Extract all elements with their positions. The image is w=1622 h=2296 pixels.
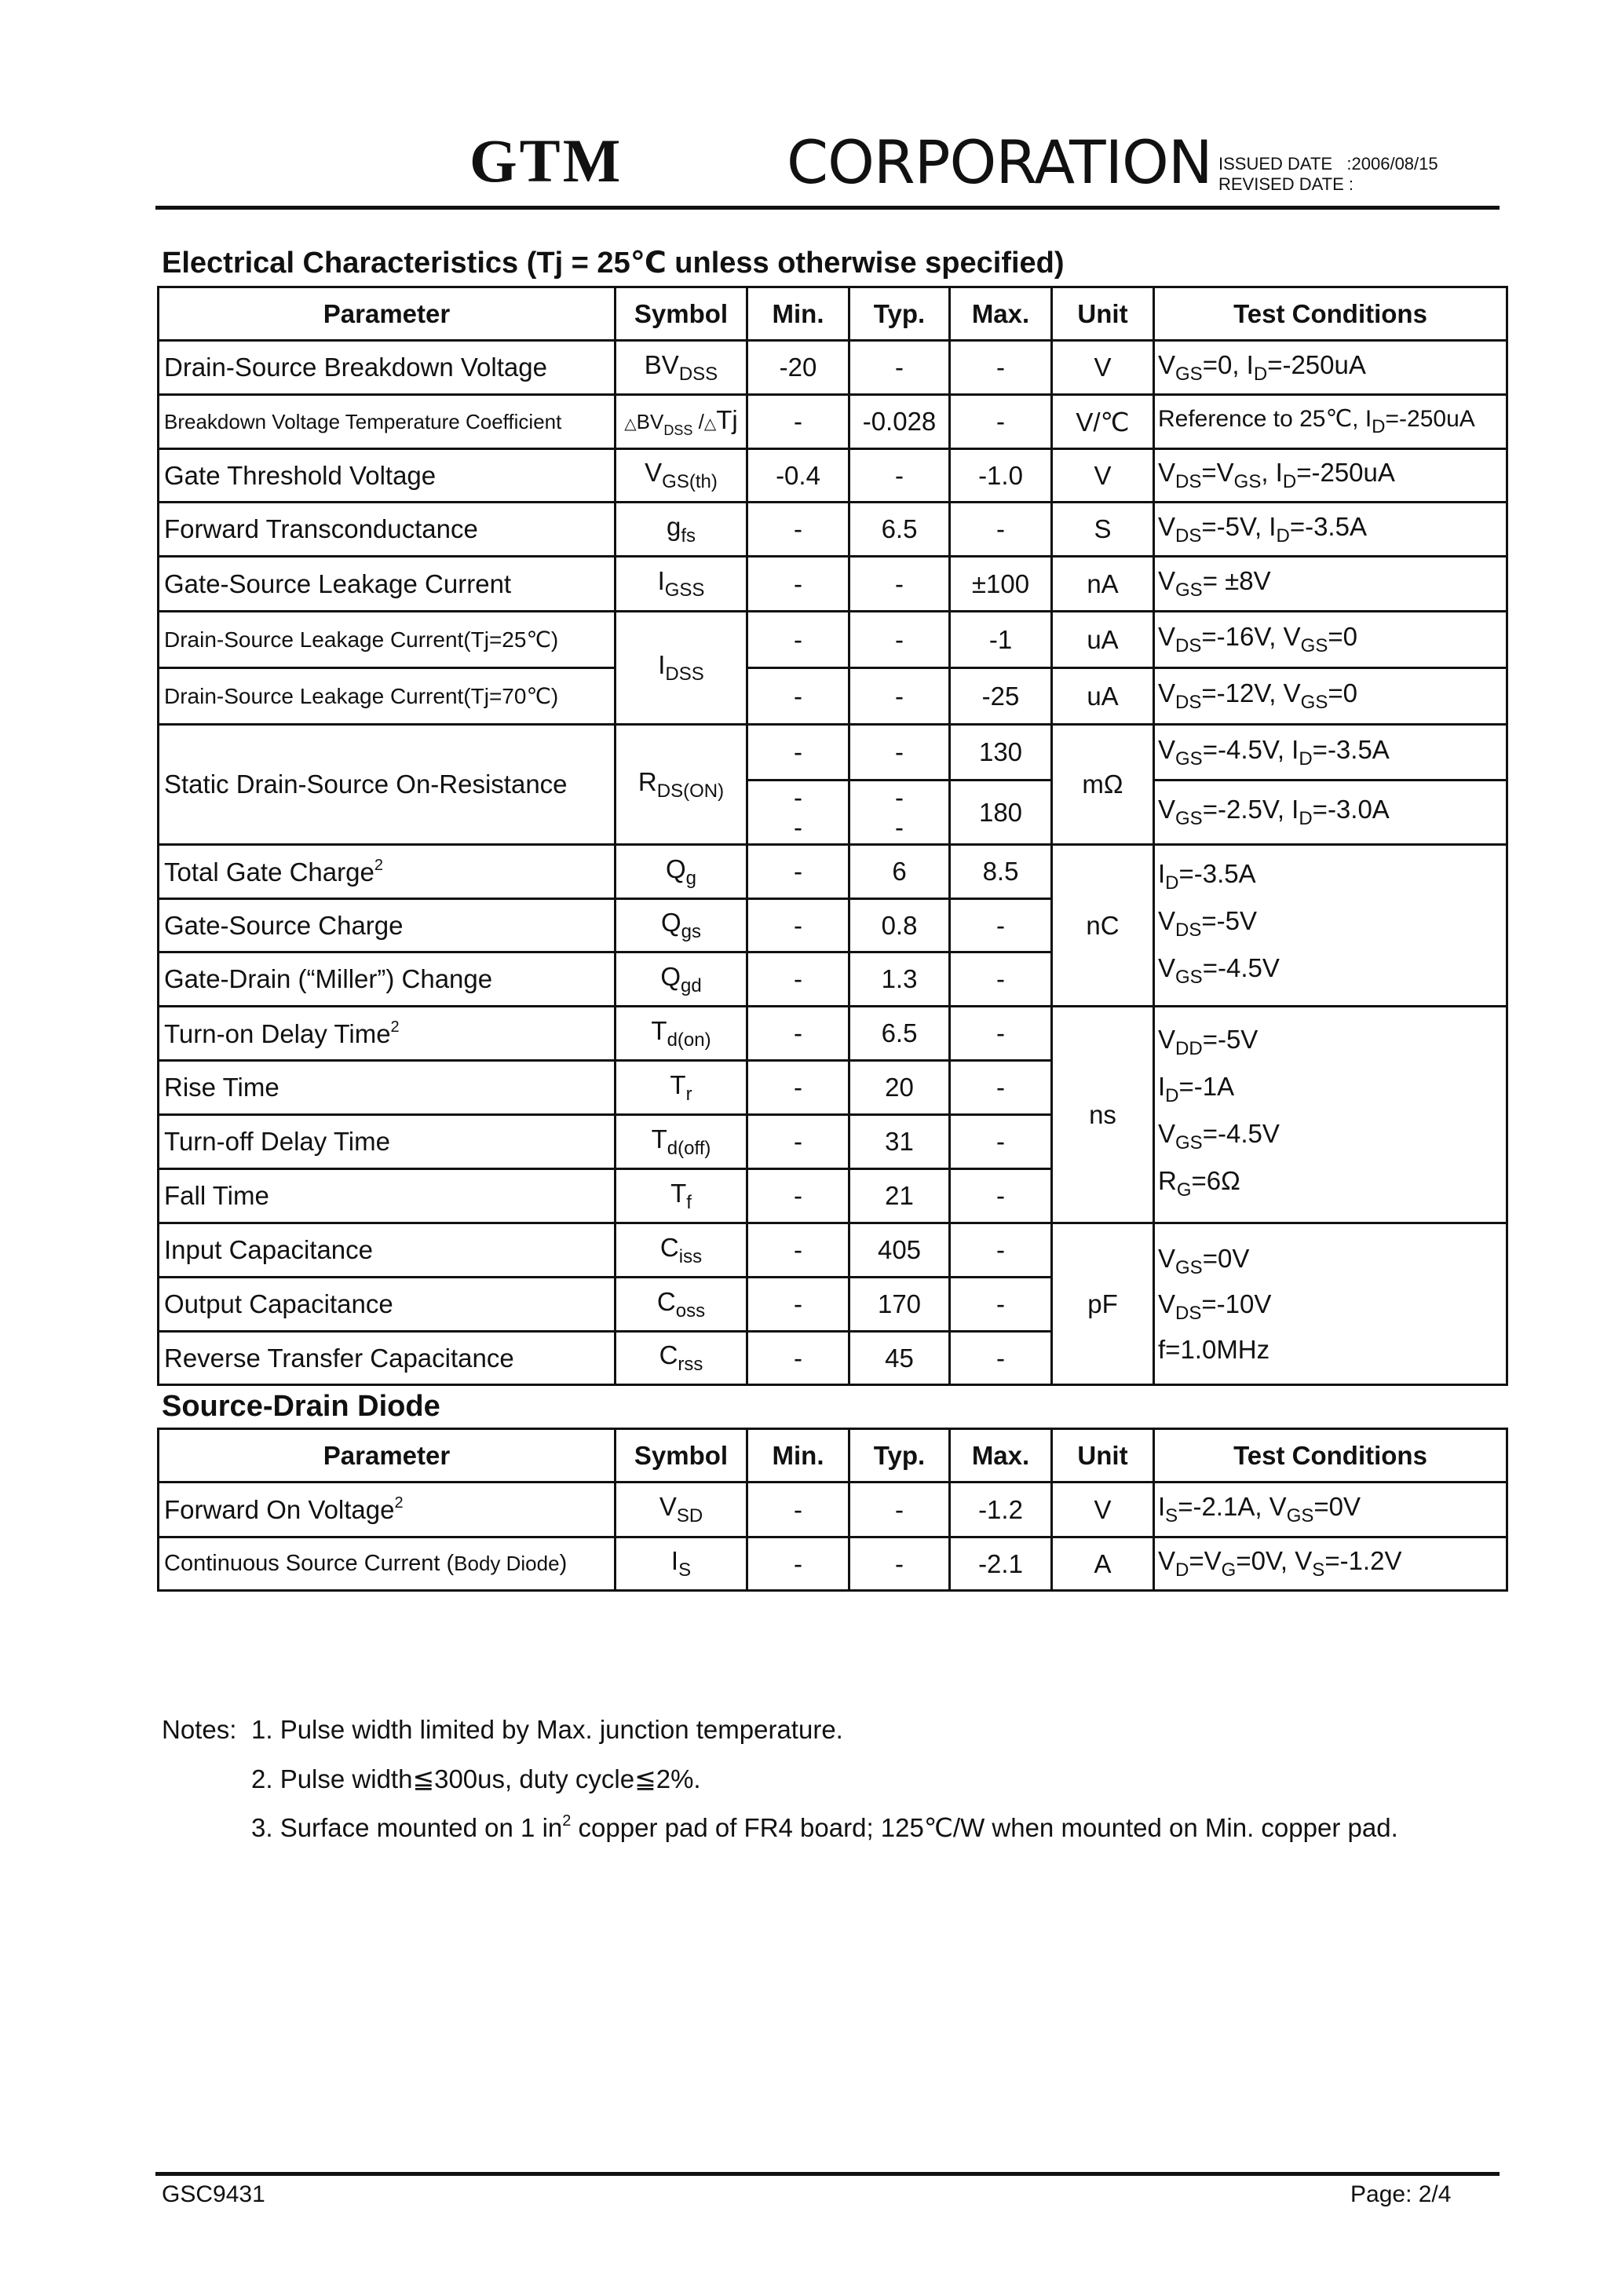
parameter-cell: Continuous Source Current (Body Diode) [159, 1537, 616, 1591]
min-cell: - [747, 395, 849, 449]
min-cell: - [747, 725, 849, 781]
min-cell: - - [747, 781, 849, 845]
unit-cell: V [1052, 341, 1154, 395]
table-row [159, 1223, 1507, 1278]
typ-cell: 0.8 [849, 899, 950, 952]
min-cell: - [747, 1483, 849, 1537]
symbol-cell: $Q_g$ [616, 845, 747, 899]
header-parameter: Parameter [159, 287, 616, 341]
parameter-cell: Output Capacitance [159, 1278, 616, 1332]
max-cell: - [950, 1223, 1052, 1278]
symbol-cell: $I_{GSS}$ [616, 557, 747, 612]
min-cell: - [747, 1278, 849, 1332]
min-cell: - [747, 612, 849, 668]
min-cell: - [747, 1223, 849, 1278]
min-cell: - [747, 1007, 849, 1061]
min-cell: - [747, 1115, 849, 1169]
max-cell: -1.2 [950, 1483, 1052, 1537]
unit-cell: ns [1052, 1007, 1154, 1223]
unit-cell: nA [1052, 557, 1154, 612]
max-cell: - [950, 1169, 1052, 1223]
parameter-cell: Drain-Source Leakage Current(Tj=70℃) [159, 668, 616, 725]
table-row [159, 668, 1507, 725]
typ-cell: - [849, 612, 950, 668]
unit-cell: uA [1052, 612, 1154, 668]
header-typ: Typ. [849, 1429, 950, 1483]
min-cell: - [747, 845, 849, 899]
conditions-cell: $V_D=V_G=0V$, $V_S=-1.2V$ [1154, 1537, 1507, 1591]
max-cell: 8.5 [950, 845, 1052, 899]
table-row [159, 1537, 1507, 1591]
document-number: GSC9431 [162, 2181, 265, 2207]
max-cell: - [950, 503, 1052, 557]
conditions-cell: $V_{DS}=-12V$, $V_{GS}=0$ [1154, 668, 1507, 725]
max-cell: -1.0 [950, 449, 1052, 503]
symbol-cell: $I_{DSS}$ [616, 612, 747, 725]
conditions-cell: $V_{DS}=-16V$, $V_{GS}=0$ [1154, 612, 1507, 668]
note-2: 2. Pulse width≦300us, duty cycle≦2%. [251, 1764, 701, 1793]
min-cell: -20 [747, 341, 849, 395]
table-row [159, 845, 1507, 899]
unit-cell: pF [1052, 1223, 1154, 1385]
parameter-cell: Gate Threshold Voltage [159, 449, 616, 503]
parameter-cell: Breakdown Voltage Temperature Coefficient [159, 395, 616, 449]
parameter-cell: Total Gate Charge$^2$ [159, 845, 616, 899]
header-symbol: Symbol [616, 287, 747, 341]
note-1: 1. Pulse width limited by Max. junction temperature. [251, 1715, 843, 1744]
symbol-cell: $BV_{DSS}$ [616, 341, 747, 395]
header-typ: Typ. [849, 287, 950, 341]
header-divider [155, 206, 1500, 210]
unit-cell: mΩ [1052, 725, 1154, 845]
typ-cell: 21 [849, 1169, 950, 1223]
max-cell: - [950, 1061, 1052, 1115]
issued-date-label: ISSUED DATE [1218, 154, 1333, 174]
min-cell: - [747, 1537, 849, 1591]
symbol-cell: $g_{fs}$ [616, 503, 747, 557]
min-cell: -0.4 [747, 449, 849, 503]
typ-cell: - [849, 668, 950, 725]
min-cell: - [747, 899, 849, 952]
max-cell: - [950, 899, 1052, 952]
conditions-cell: $V_{GS}=-2.5V$, $I_D=-3.0A$ [1154, 781, 1507, 845]
conditions-cell: $V_{DS}=V_{GS}$, $I_D=-250uA$ [1154, 449, 1507, 503]
table-row [159, 612, 1507, 668]
parameter-cell: Gate-Source Charge [159, 899, 616, 952]
symbol-cell: $R_{DS(ON)}$ [616, 725, 747, 845]
parameter-cell: Turn-off Delay Time [159, 1115, 616, 1169]
footer-divider [155, 2172, 1500, 2176]
unit-cell: V/℃ [1052, 395, 1154, 449]
conditions-cell: $V_{GS}= \pm 8V$ [1154, 557, 1507, 612]
min-cell: - [747, 503, 849, 557]
note-3: 3. Surface mounted on 1 $in^2$ copper pad of FR4 board; 125℃/W when mounted on Min. copper pad. [251, 1812, 1398, 1842]
parameter-cell: Forward On Voltage$^2$ [159, 1483, 616, 1537]
parameter-cell: Input Capacitance [159, 1223, 616, 1278]
unit-cell: uA [1052, 668, 1154, 725]
typ-cell: - [849, 1483, 950, 1537]
typ-cell: - - [849, 781, 950, 845]
max-cell: - [950, 341, 1052, 395]
table-row [159, 503, 1507, 557]
typ-cell: - [849, 557, 950, 612]
company-name: CORPORATION [787, 127, 1212, 197]
typ-cell: - [849, 449, 950, 503]
revised-date-label: REVISED DATE : [1218, 174, 1353, 194]
unit-cell: S [1052, 503, 1154, 557]
header-test-conditions: Test Conditions [1154, 1429, 1507, 1483]
page-number: Page: 2/4 [1350, 2181, 1452, 2207]
max-cell: - [950, 1007, 1052, 1061]
unit-cell: nC [1052, 845, 1154, 1007]
issued-date-value: :2006/08/15 [1346, 154, 1438, 174]
parameter-cell: Forward Transconductance [159, 503, 616, 557]
min-cell: - [747, 1169, 849, 1223]
max-cell: 180 [950, 781, 1052, 845]
conditions-cell: $V_{DS}=-5V$, $I_D=-3.5A$ [1154, 503, 1507, 557]
unit-cell: V [1052, 449, 1154, 503]
symbol-cell: $V_{SD}$ [616, 1483, 747, 1537]
max-cell: - [950, 1278, 1052, 1332]
parameter-cell: Turn-on Delay Time$^2$ [159, 1007, 616, 1061]
min-cell: - [747, 1332, 849, 1385]
max-cell: 130 [950, 725, 1052, 781]
document-dates [1218, 154, 1438, 195]
conditions-cell: $V_{DD}=-5V$ $I_D=-1A$ $V_{GS}=-4.5V$ $R_G=6\Omega$ [1154, 1007, 1507, 1223]
min-cell: - [747, 952, 849, 1007]
conditions-cell: $V_{GS}=-4.5V$, $I_D=-3.5A$ [1154, 725, 1507, 781]
min-cell: - [747, 668, 849, 725]
max-cell: - [950, 395, 1052, 449]
header-symbol: Symbol [616, 1429, 747, 1483]
conditions-cell: $I_S=-2.1A$, $V_{GS}=0V$ [1154, 1483, 1507, 1537]
max-cell: -1 [950, 612, 1052, 668]
header-max: Max. [950, 1429, 1052, 1483]
typ-cell: 6.5 [849, 503, 950, 557]
min-cell: - [747, 557, 849, 612]
notes-heading: Notes: [162, 1715, 237, 1744]
header-min: Min. [747, 1429, 849, 1483]
header-test-conditions: Test Conditions [1154, 287, 1507, 341]
typ-cell: 45 [849, 1332, 950, 1385]
max-cell: - [950, 1332, 1052, 1385]
symbol-cell: $I_S$ [616, 1537, 747, 1591]
parameter-cell: Static Drain-Source On-Resistance [159, 725, 616, 845]
typ-cell: 1.3 [849, 952, 950, 1007]
typ-cell: 20 [849, 1061, 950, 1115]
max-cell: ±100 [950, 557, 1052, 612]
symbol-cell: $T_{d(on)}$ [616, 1007, 747, 1061]
table-row [159, 1483, 1507, 1537]
electrical-characteristics-title: Electrical Characteristics (Tj = 25℃ unless otherwise specified) [162, 247, 1065, 280]
typ-cell: - [849, 1537, 950, 1591]
typ-cell: 170 [849, 1278, 950, 1332]
typ-cell: 405 [849, 1223, 950, 1278]
table-row [159, 725, 1507, 781]
symbol-cell: $C_{iss}$ [616, 1223, 747, 1278]
conditions-cell: $V_{GS}=0V$ $V_{DS}=-10V$ f=1.0MHz [1154, 1223, 1507, 1385]
symbol-cell: $C_{oss}$ [616, 1278, 747, 1332]
table-row [159, 1007, 1507, 1061]
typ-cell: - [849, 725, 950, 781]
typ-cell: - [849, 341, 950, 395]
unit-cell: V [1052, 1483, 1154, 1537]
symbol-cell: $Q_{gd}$ [616, 952, 747, 1007]
header-unit: Unit [1052, 287, 1154, 341]
header-parameter: Parameter [159, 1429, 616, 1483]
symbol-cell: $V_{GS(th)}$ [616, 449, 747, 503]
parameter-cell: Fall Time [159, 1169, 616, 1223]
typ-cell: -0.028 [849, 395, 950, 449]
table-row [159, 449, 1507, 503]
parameter-cell: Reverse Transfer Capacitance [159, 1332, 616, 1385]
symbol-cell: $C_{rss}$ [616, 1332, 747, 1385]
max-cell: - [950, 952, 1052, 1007]
source-drain-diode-table [157, 1428, 1508, 1592]
symbol-cell: $\triangle BV_{DSS}$ /△Tj [616, 395, 747, 449]
parameter-cell: Gate-Drain (“Miller”) Change [159, 952, 616, 1007]
electrical-characteristics-table [157, 286, 1508, 1386]
typ-cell: 6.5 [849, 1007, 950, 1061]
unit-cell: A [1052, 1537, 1154, 1591]
source-drain-diode-title: Source-Drain Diode [162, 1390, 440, 1423]
parameter-cell: Gate-Source Leakage Current [159, 557, 616, 612]
conditions-cell: $V_{GS}=0$, $I_D=-250uA$ [1154, 341, 1507, 395]
conditions-cell: $I_D=-3.5A$ $V_{DS}=-5V$ $V_{GS}=-4.5V$ [1154, 845, 1507, 1007]
header-min: Min. [747, 287, 849, 341]
parameter-cell: Drain-Source Breakdown Voltage [159, 341, 616, 395]
conditions-cell: Reference to 25℃, $I_D=-250uA$ [1154, 395, 1507, 449]
table-row [159, 341, 1507, 395]
symbol-cell: $T_f$ [616, 1169, 747, 1223]
max-cell: - [950, 1115, 1052, 1169]
symbol-cell: $Q_{gs}$ [616, 899, 747, 952]
table-header-row [159, 1429, 1507, 1483]
symbol-cell: $T_r$ [616, 1061, 747, 1115]
table-row [159, 395, 1507, 449]
table-row [159, 557, 1507, 612]
typ-cell: 6 [849, 845, 950, 899]
parameter-cell: Drain-Source Leakage Current(Tj=25℃) [159, 612, 616, 668]
symbol-cell: $T_{d(off)}$ [616, 1115, 747, 1169]
table-header-row [159, 287, 1507, 341]
parameter-cell: Rise Time [159, 1061, 616, 1115]
header-max: Max. [950, 287, 1052, 341]
min-cell: - [747, 1061, 849, 1115]
max-cell: -2.1 [950, 1537, 1052, 1591]
max-cell: -25 [950, 668, 1052, 725]
header-unit: Unit [1052, 1429, 1154, 1483]
typ-cell: 31 [849, 1115, 950, 1169]
company-logo: GTM [469, 126, 623, 195]
